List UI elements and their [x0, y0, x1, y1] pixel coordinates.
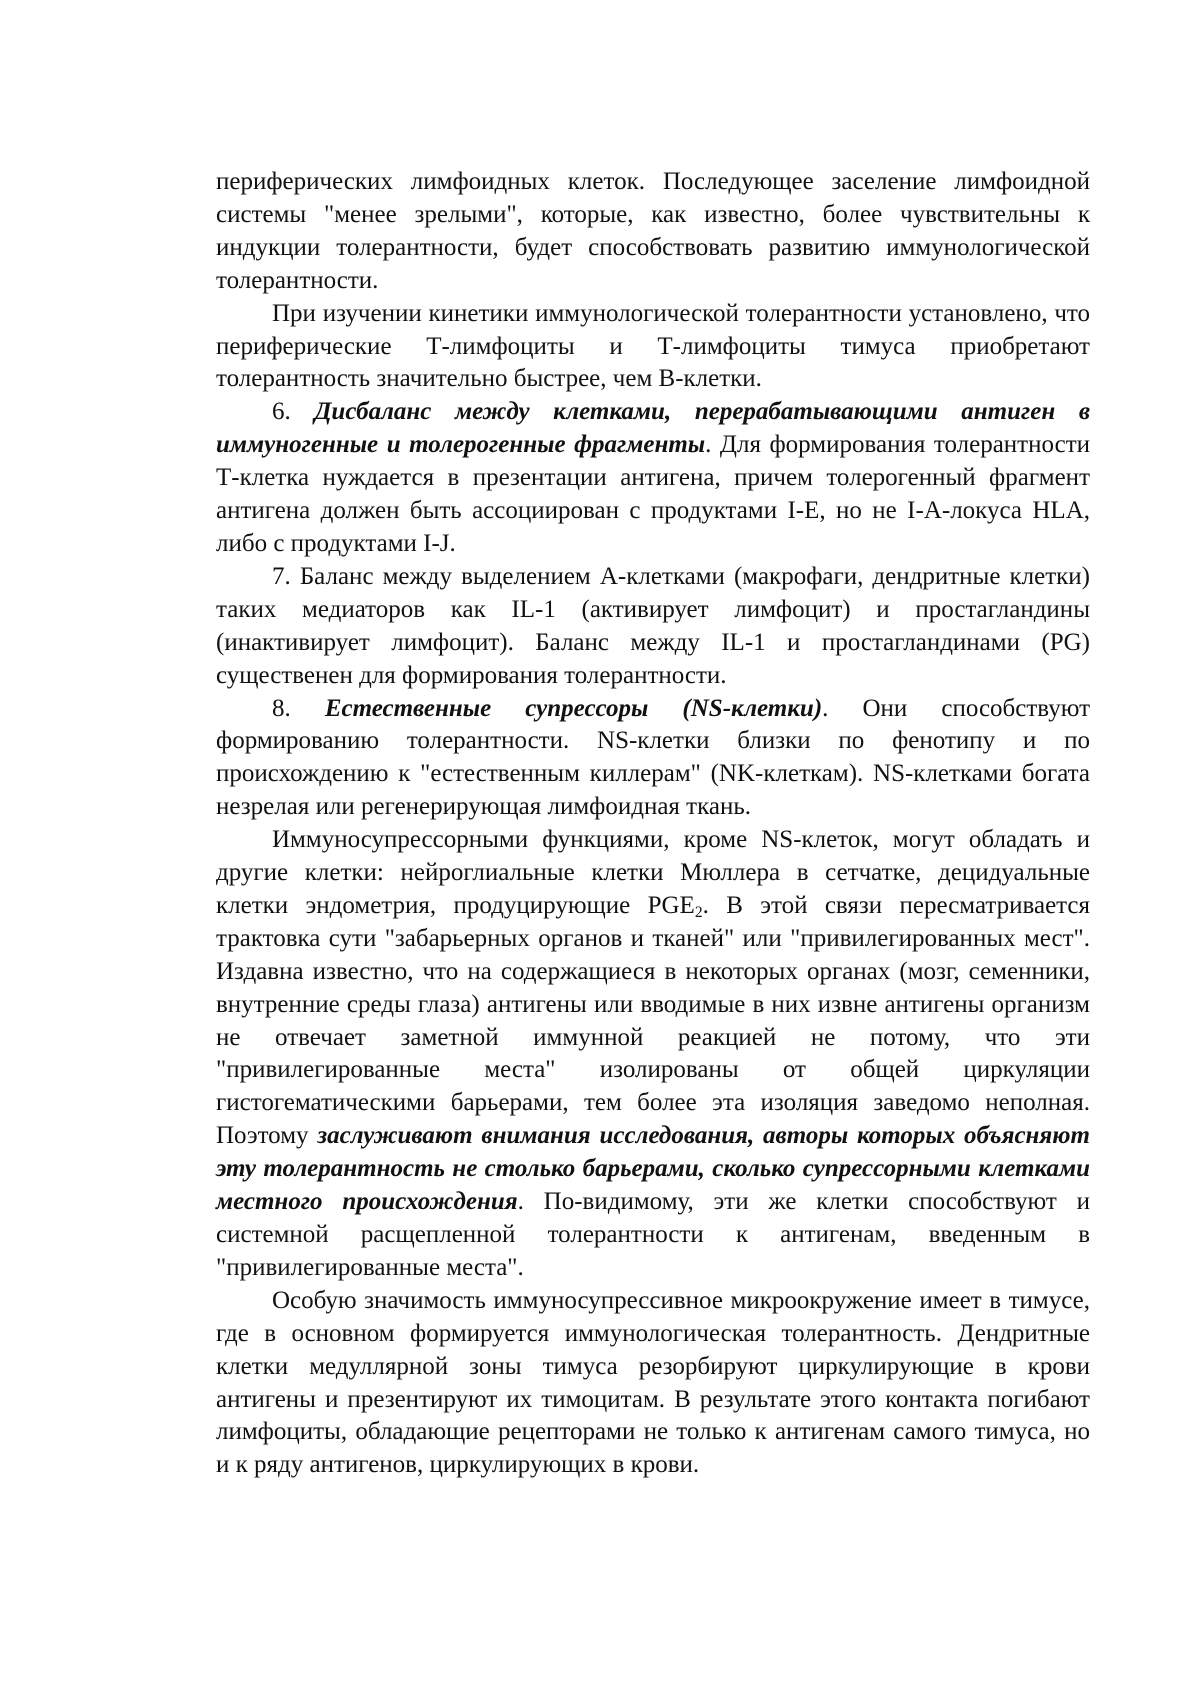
paragraph-5-text: . Они способствуют формированию толерантности. NS-клетки близки по фенотипу и по происхождению к "естественным киллерам" (NK-клеткам). NS-клетками богата незрелая или регенерирующая лимфоидная ткань.: [216, 694, 1091, 821]
paragraph-7: Особую значимость иммуносупрессивное микроокружение имеет в тимусе, где в основном формируется иммунологическая толерантность. Дендритные клетки медуллярной зоны тимуса резорбируют циркулирующие в крови антигены и презентируют их тимоцитам. В результате этого контакта погибают лимфоциты, обладающие рецепторами не только к антигенам самого тимуса, но и к ряду антигенов, циркулирующих в крови.: [216, 1286, 1090, 1479]
item-number-8: 8.: [272, 694, 325, 722]
paragraph-6-text-c: . По-видимому, эти же клетки способствуют и системной расщепленной толерантности к антигенам, введенным в "привилегированные места".: [216, 1188, 1090, 1281]
paragraph-3-text: . Для формирования толерантности Т-клетка нуждается в презентации антигена, причем толерогенный фрагмент антигена должен быть ассоциирован с продуктами I-Е, но не I-А-локуса HLA, либо с продуктами I-J.: [216, 431, 1091, 557]
document-page: [216, 166, 1090, 1482]
paragraph-6-text-a: Иммуносупрессорными функциями, кроме NS-клеток, могут обладать и другие клетки: нейроглиальные клетки Мюллера в сетчатке, децидуальные клетки эндометрия, продуцирующие PGE: [216, 826, 1090, 919]
paragraph-3: [216, 396, 1090, 561]
paragraph-1: периферических лимфоидных клеток. Последующее заселение лимфоидной системы "менее зрелыми", которые, как известно, более чувствительны к индукции толерантности, будет способствовать развитию иммунологической толерантности.: [216, 168, 1090, 294]
emphasis-heading-8: Естественные супрессоры (NS-клетки): [324, 694, 823, 722]
paragraph-4: 7. Баланс между выделением А-клетками (макрофаги, дендритные клетки) таких медиаторов как IL-1 (активирует лимфоцит) и простагландины (инактивирует лимфоцит). Баланс между IL-1 и простагландинами (PG) существенен для формирования толерантности.: [216, 562, 1090, 689]
paragraph-5: [216, 693, 1090, 825]
subscript-2: 2: [694, 903, 703, 921]
emphasis-research: заслуживают внимания исследования, авторы которых объясняют эту толерантность не столько барьерами, сколько супрессорными клетками местного происхождения: [216, 1122, 1090, 1216]
item-number-6: 6.: [272, 398, 315, 426]
paragraph-6-text-b: . В этой связи пересматривается трактовка сути "забарьерных органов и тканей" или "привилегированных мест". Издавна известно, что на содержащиеся в некоторых органах (мозг, семенники, внутренние среды глаза) антигены или вводимые в них извне антигены организм не отвечает заметной иммунной реакцией не потому, что эти "привилегированные места" изолированы от общей циркуляции гистогематическими барьерами, тем более эта изоляция заведомо неполная. Поэтому: [216, 891, 1091, 1150]
paragraph-6: [216, 824, 1090, 1285]
emphasis-heading-6: Дисбаланс между клетками, перерабатывающими антиген в иммуногенные и толерогенные фрагменты: [216, 398, 1090, 459]
paragraph-2: При изучении кинетики иммунологической толерантности установлено, что периферические Т-лимфоциты и Т-лимфоциты тимуса приобретают толерантность значительно быстрее, чем В-клетки.: [216, 299, 1090, 393]
